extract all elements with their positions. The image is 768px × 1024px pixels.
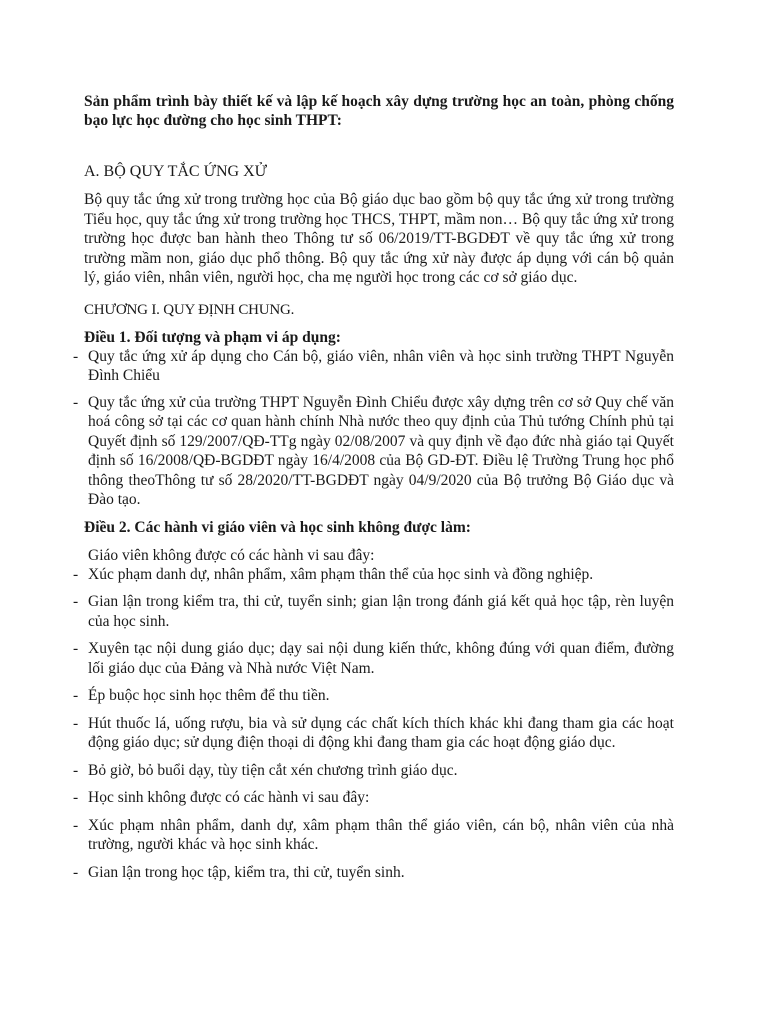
list-item: - Học sinh không được có các hành vi sau đây: (73, 789, 370, 806)
dash-bullet: - (73, 347, 79, 365)
list-item: - Xuyên tạc nội dung giáo dục; dạy sai nội dung kiến thức, không đúng với quan điểm, đường lối giáo dục của Đảng và Nhà nước Việt Nam. (73, 640, 674, 677)
dash-bullet: - (73, 761, 79, 779)
list-item: - Ép buộc học sinh học thêm để thu tiền. (73, 687, 330, 704)
list-item: - Hút thuốc lá, uống rượu, bia và sử dụng các chất kích thích khác khi đang tham gia các hoạt động giáo dục; sử dụng điện thoại di động khi đang tham gia các hoạt động giáo dục. (73, 714, 674, 751)
list-item: - Bỏ giờ, bỏ buổi dạy, tùy tiện cắt xén chương trình giáo dục. (73, 761, 458, 779)
list-item: - Gian lận trong kiểm tra, thi cử, tuyển sinh; gian lận trong đánh giá kết quả học tập, rèn luyện của học sinh. (73, 593, 674, 630)
list-item: - Quy tắc ứng xử áp dụng cho Cán bộ, giáo viên, nhân viên và học sinh trường THPT Nguyễn Đình Chiểu (73, 347, 674, 384)
section-a-heading: A. BỘ QUY TẮC ỨNG XỬ (84, 163, 268, 180)
dash-bullet: - (73, 816, 79, 834)
dash-bullet: - (73, 565, 79, 583)
document-page (73, 92, 674, 882)
dash-bullet: - (73, 393, 79, 411)
list-item: - Gian lận trong học tập, kiểm tra, thi cử, tuyển sinh. (73, 863, 405, 881)
dash-bullet: - (73, 593, 79, 610)
document-title: Sản phẩm trình bày thiết kế và lập kế hoạch xây dựng trường học an toàn, phòng chống bạo lực học đường cho học sinh THPT: (84, 93, 674, 129)
article1-heading: Điều 1. Đối tượng và phạm vi áp dụng: (84, 328, 341, 346)
dash-bullet: - (73, 714, 79, 732)
list-item: - Xúc phạm danh dự, nhân phẩm, xâm phạm thân thể của học sinh và đồng nghiệp. (73, 565, 594, 583)
intro-paragraph: Bộ quy tắc ứng xử trong trường học của Bộ giáo dục bao gồm bộ quy tắc ứng xử trong trường Tiểu học, quy tắc ứng xử trong trường học THCS, THPT, mầm non… Bộ quy tắc ứng xử trong trường học được ban hành theo Thông tư số 06/2019/TT-BGDĐT về quy tắc ứng xử trong trường mầm non, giáo dục phổ thông. Bộ quy tắc ứng xử này được áp dụng với cán bộ quản lý, giáo viên, nhân viên, người học, cha mẹ người học trong các cơ sở giáo dục. (84, 191, 674, 286)
teachers-intro: Giáo viên không được có các hành vi sau đây: (88, 546, 375, 564)
dash-bullet: - (73, 687, 79, 704)
chapter-heading: CHƯƠNG I. QUY ĐỊNH CHUNG. (84, 301, 295, 318)
list-item: - Quy tắc ứng xử của trường THPT Nguyễn Đình Chiểu được xây dựng trên cơ sở Quy chế văn hoá công sở tại các cơ quan hành chính Nhà nước theo quy định của Thủ tướng Chính phủ tại Quyết định số 129/2007/QĐ-TTg ngày 02/08/2007 và quy định về đạo đức nhà giáo tại Quyết định số 16/2008/QĐ-BGDĐT ngày 16/4/2008 của Bộ GD-ĐT. Điều lệ Trường Trung học phổ thông theoThông tư số 28/2020/TT-BGDĐT ngày 04/9/2020 của Bộ trưởng Bộ Giáo dục và Đào tạo. (73, 393, 674, 508)
article2-list (73, 565, 674, 883)
article1-list (73, 347, 674, 510)
dash-bullet: - (73, 789, 79, 806)
dash-bullet: - (73, 863, 79, 881)
dash-bullet: - (73, 640, 79, 657)
list-item: - Xúc phạm nhân phẩm, danh dự, xâm phạm thân thể giáo viên, cán bộ, nhân viên của nhà trường, người khác và học sinh khác. (73, 816, 674, 853)
article2-heading: Điều 2. Các hành vi giáo viên và học sinh không được làm: (84, 518, 471, 536)
